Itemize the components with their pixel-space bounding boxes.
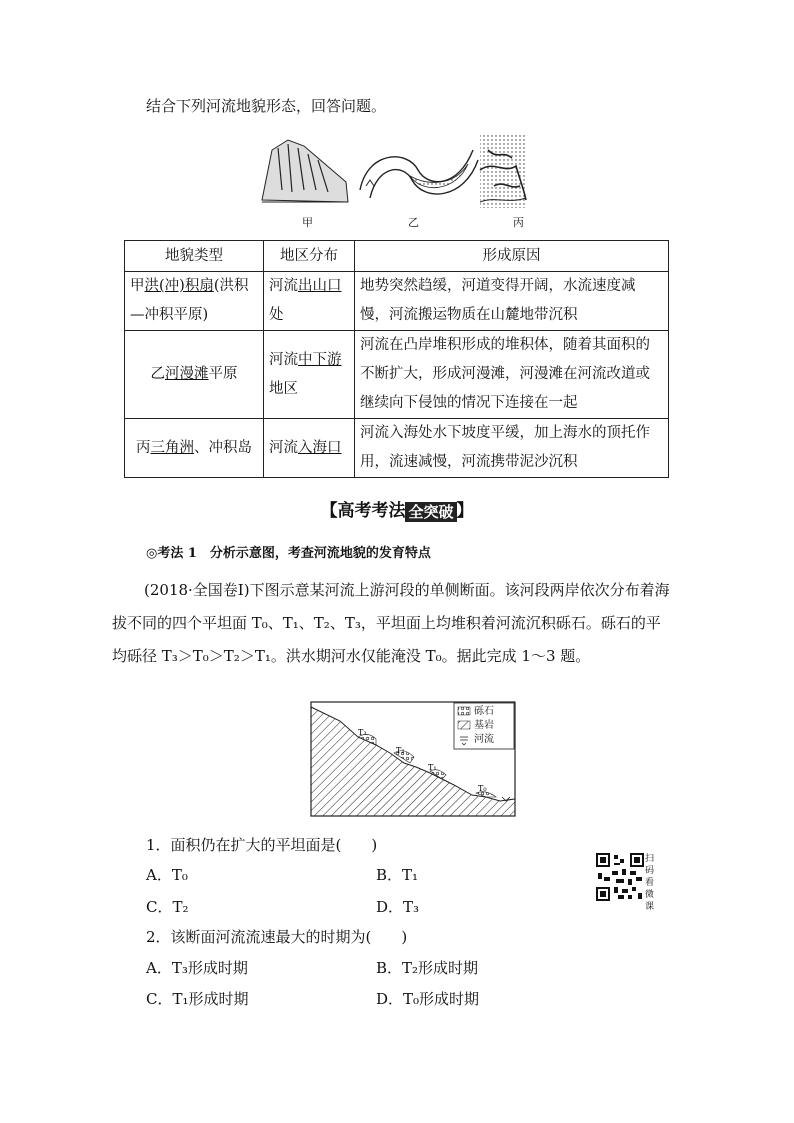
- type-prefix: 甲: [130, 278, 145, 294]
- region-prefix: 河流: [269, 351, 298, 368]
- region-cell: [264, 272, 355, 331]
- q2-option-d[interactable]: D．T₀形成时期: [376, 990, 480, 1008]
- exam-method-heading: ◎考法 1 分析示意图，考查河流地貌的发育特点: [146, 546, 431, 561]
- landform-type-cell: [125, 419, 264, 478]
- header-landform-type: 地貌类型: [125, 241, 264, 272]
- cause-cell: 地势突然趋缓，河道变得开阔，水流速度减慢，河流搬运物质在山麓地带沉积: [355, 272, 669, 331]
- region-suffix: 地区: [269, 380, 298, 397]
- question-stem-paragraph: (2018·全国卷Ⅰ)下图示意某河流上游河段的单侧断面。该河段两岸依次分布着海拔不同的四个平坦面 T₀、T₁、T₂、T₃，平坦面上均堆积着河流沉积砾石。砾石的平均砾径 T₃＞T₀＞T₂＞T₁。洪水期河水仅能淹没 T₀。据此完成 1～3 题。: [112, 581, 670, 665]
- region-name: 出山口: [298, 278, 342, 294]
- table-row: [125, 419, 669, 478]
- landform-type-cell: [125, 331, 264, 419]
- terrace-label-t3: T₃: [358, 728, 367, 737]
- legend-gravel: 砾石: [474, 706, 494, 717]
- intro-text: 结合下列河流地貌形态，回答问题。: [146, 97, 387, 115]
- terrace-label-t1: T₁: [428, 763, 437, 772]
- q1-option-a[interactable]: A．T₀: [146, 866, 188, 884]
- type-suffix: 平原: [208, 366, 238, 382]
- table-row: [125, 331, 669, 419]
- terrace-label-t0: T₀: [478, 784, 487, 793]
- banner-tag: 全突破: [405, 502, 456, 522]
- q1-option-b[interactable]: B．T₁: [376, 866, 419, 884]
- question-2-stem: 2．该断面河流流速最大的时期为( ): [146, 928, 408, 946]
- q2-option-a[interactable]: A．T₃形成时期: [146, 959, 248, 977]
- region-suffix: 处: [269, 307, 284, 323]
- banner-prefix: 【高考考法: [320, 501, 406, 521]
- header-region: 地区分布: [264, 241, 355, 272]
- type-suffix: 、冲积岛: [194, 439, 252, 456]
- region-cell: [264, 419, 355, 478]
- q2-option-b[interactable]: B．T₂形成时期: [376, 959, 479, 977]
- cause-cell: 河流入海处水下坡度平缓，加上海水的顶托作用，流速减慢，河流携带泥沙沉积: [355, 419, 669, 478]
- landform-figure: [258, 130, 528, 220]
- diagram-legend: [474, 705, 494, 747]
- section-banner: [0, 496, 794, 522]
- figure-label-jia: 甲: [302, 216, 313, 229]
- region-cell: [264, 331, 355, 419]
- type-name: 河漫滩: [165, 366, 209, 382]
- region-name: 入海口: [298, 439, 342, 456]
- type-prefix: 丙: [136, 439, 151, 456]
- type-name: 洪(冲)积扇: [144, 278, 214, 294]
- region-name: 中下游: [298, 351, 342, 368]
- type-prefix: 乙: [150, 366, 165, 382]
- region-prefix: 河流: [269, 439, 298, 456]
- q1-option-c[interactable]: C．T₂: [146, 898, 189, 916]
- figure-label-yi: 乙: [408, 216, 419, 229]
- terrace-label-t2: T₂: [396, 746, 405, 755]
- landform-type-cell: [125, 272, 264, 331]
- question-1-stem: 1．面积仍在扩大的平坦面是( ): [146, 836, 378, 854]
- landform-table: [124, 240, 669, 478]
- figure-label-bing: 丙: [513, 216, 524, 229]
- delta-illustration: [480, 134, 526, 208]
- header-cause: 形成原因: [355, 241, 669, 272]
- alluvial-fan-illustration: [262, 140, 348, 202]
- region-prefix: 河流: [269, 278, 298, 294]
- q2-option-c[interactable]: C．T₁形成时期: [146, 990, 249, 1008]
- legend-river: 河流: [474, 734, 494, 745]
- floodplain-illustration: [360, 150, 478, 198]
- qr-caption: 扫码看微课: [645, 854, 655, 912]
- q1-option-d[interactable]: D．T₃: [376, 898, 420, 916]
- banner-suffix: 】: [456, 501, 474, 521]
- qr-code-icon[interactable]: [596, 853, 644, 901]
- legend-bedrock: 基岩: [474, 720, 494, 731]
- table-row: [125, 272, 669, 331]
- table-header-row: [125, 241, 669, 272]
- type-name: 三角洲: [150, 439, 194, 456]
- type-suffix: (洪积—冲积平原): [130, 278, 249, 323]
- cause-cell: 河流在凸岸堆积形成的堆积体，随着其面积的不断扩大，形成河漫滩，河漫滩在河流改道或继续向下侵蚀的情况下连接在一起: [355, 331, 669, 419]
